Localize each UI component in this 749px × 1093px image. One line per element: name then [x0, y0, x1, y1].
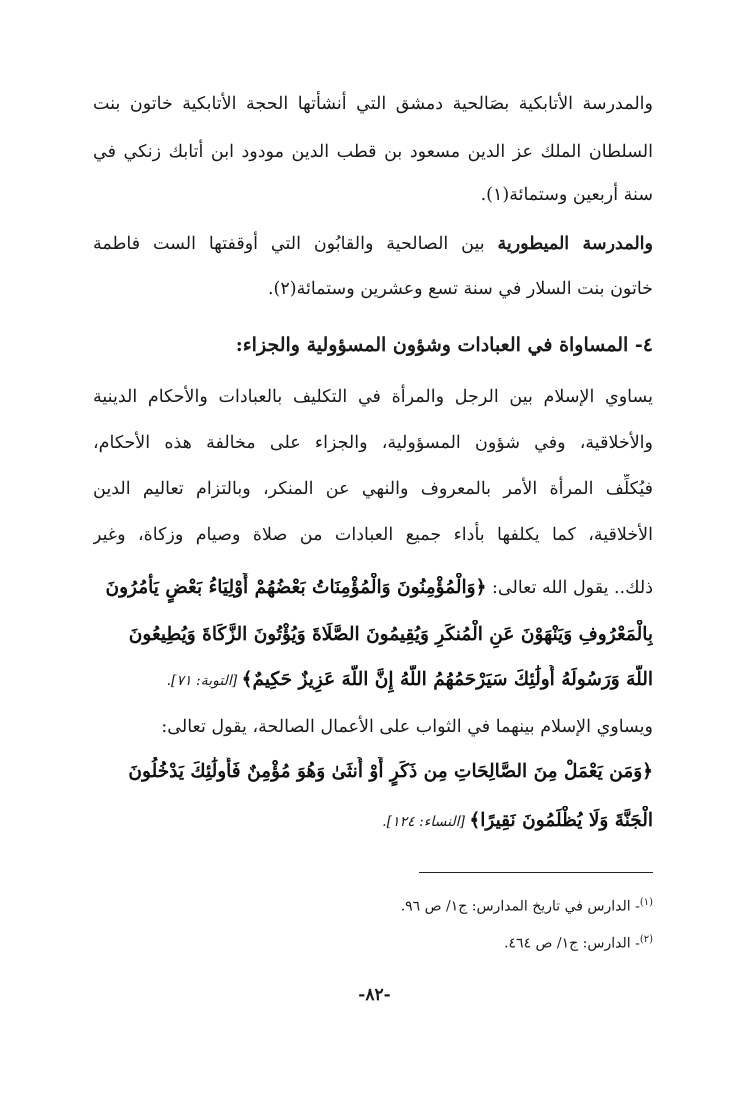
- footnote-2: [93, 928, 653, 956]
- footnote-1-text: - الدارس في تاريخ المدارس: ج١/ ص ٩٦.: [400, 898, 640, 915]
- paragraph2-line2: خاتون بنت السلار في سنة تسع وعشرين وستمائة(٢).: [267, 279, 653, 299]
- verse-2-reference: [النساء: ١٢٤].: [382, 814, 470, 830]
- paragraph1-line3: سنة أربعين وستمائة(١).: [480, 185, 653, 205]
- paragraph3-line4: الأخلاقية، كما يكلفها بأداء جميع العبادات من صلاة وصيام وزكاة، وغير: [93, 525, 653, 545]
- paragraph2-line1-rest: بين الصالحية والقابُون التي أوقفتها الست فاطمة: [93, 234, 498, 254]
- quran-verse-2-line2: الْجَنَّةَ وَلَا يُظْلَمُونَ نَقِيرًا﴾: [469, 810, 653, 831]
- verse-intro: ذلك.. يقول الله تعالى:: [486, 578, 653, 598]
- paragraph3-line5: [93, 573, 653, 603]
- school-name: والمدرسة الميطورية: [497, 234, 653, 254]
- quran-verse-line2: بِالْمَعْرُوفِ وَيَنْهَوْنَ عَنِ الْمُنكَرِ وَيُقِيمُونَ الصَّلَاةَ وَيُؤْتُونَ الزَّكَاةَ وَيُطِيعُونَ: [128, 624, 653, 645]
- paragraph1-line2: السلطان الملك عز الدين مسعود بن قطب الدين مودود ابن أتابك زنكي في: [93, 142, 653, 162]
- footnote-divider: [419, 872, 653, 873]
- quran-verse: ﴿وَالْمُؤْمِنُونَ وَالْمُؤْمِنَاتُ بَعْضُهُمْ أَوْلِيَاءُ بَعْضٍ يَأْمُرُونَ: [105, 577, 487, 598]
- paragraph4-line3: [93, 806, 653, 836]
- quran-verse-2-line1: ﴿وَمَن يَعْمَلْ مِنَ الصَّالِحَاتِ مِن ذَكَرٍ أَوْ أُنثَىٰ وَهُوَ مُؤْمِنٌ فَأُولَٰئِكَ يَدْخُلُونَ: [128, 761, 653, 782]
- paragraph3-line7: [93, 665, 653, 695]
- footnote-1-marker: (١): [639, 897, 653, 908]
- footnote-2-marker: (٢): [639, 934, 653, 945]
- paragraph3-line3: فيُكلِّف المرأة الأمر بالمعروف والنهي عن المنكر، وبالتزام تعاليم الدين: [93, 479, 653, 499]
- paragraph2-line1: [93, 229, 653, 259]
- verse-reference: [التوبة: ٧١].: [166, 673, 242, 689]
- paragraph3-line1: يساوي الإسلام بين الرجل والمرأة في التكليف بالعبادات والأحكام الدينية: [93, 387, 653, 407]
- page-number: -٨٢-: [358, 985, 391, 1005]
- footnote-2-text: - الدارس: ج١/ ص ٤٦٤.: [504, 935, 640, 952]
- footnote-1: [93, 891, 653, 919]
- paragraph1-line1: والمدرسة الأتابكية بصَالحية دمشق التي أنشأتها الحجة الأتابكية خاتون بنت: [93, 94, 653, 114]
- section-heading: ٤- المساواة في العبادات وشؤون المسؤولية والجزاء:: [235, 334, 653, 356]
- paragraph4-line1: ويساوي الإسلام بينهما في الثواب على الأعمال الصالحة، يقول تعالى:: [161, 717, 653, 737]
- quran-verse-line3: اللَّهَ وَرَسُولَهُ أُولَٰئِكَ سَيَرْحَمُهُمُ اللَّهُ إِنَّ اللَّهَ عَزِيزٌ حَكِيمٌ﴾: [241, 669, 653, 690]
- paragraph3-line2: والأخلاقية، وفي شؤون المسؤولية، والجزاء على مخالفة هذه الأحكام،: [93, 433, 653, 453]
